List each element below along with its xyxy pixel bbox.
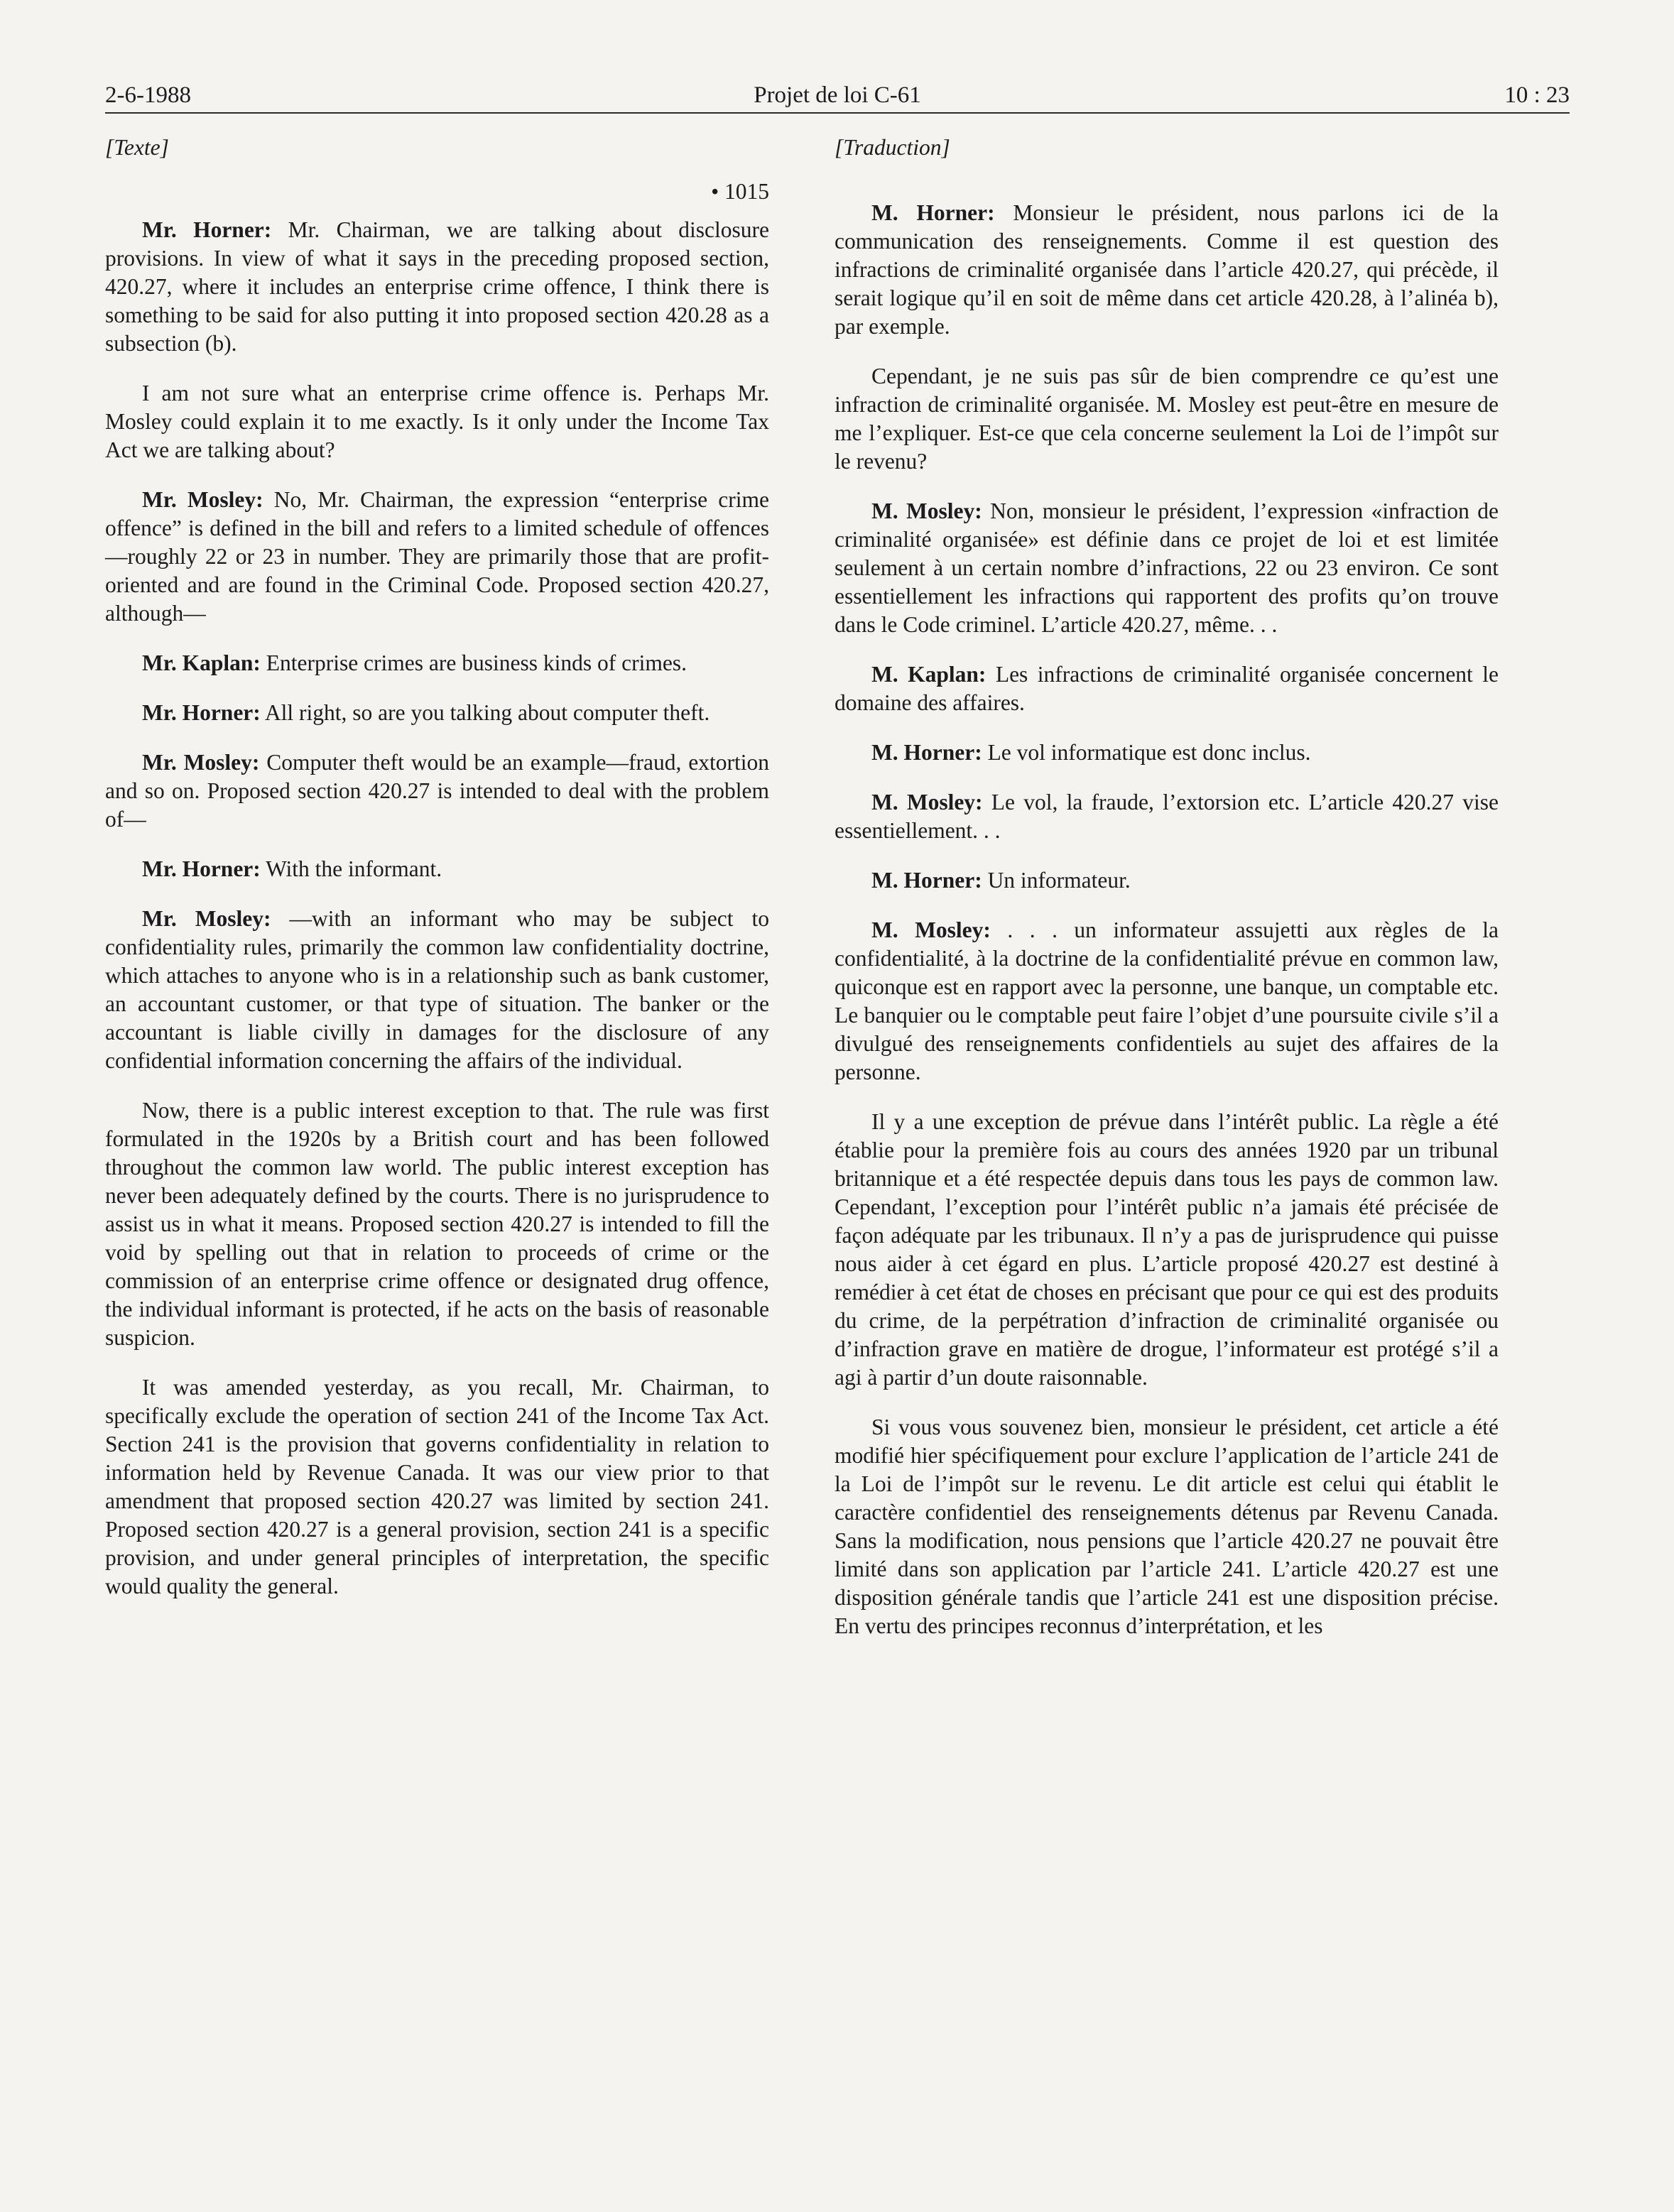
speech: Il y a une exception de prévue dans l’intérêt public. La règle a été établie pour la première fois au cours des années 1920 par un tribunal britannique et a été respectée depuis dans tous les pays de common law. Cependant, l’exception pour l’intérêt public n’a jamais été précisée de façon adéquate par les tribunaux. Il n’y a pas de jurisprudence qui puisse nous aider à cet égard en plus. L’article proposé 420.27 est destiné à remédier à cet état de choses en précisant que pour ce qui est des produits du crime, de la perpétration d’infraction de criminalité organisée ou d’infraction grave en matière de drogue, l’informateur est protégé s’il a agi à partir d’un doute raisonnable.: [835, 1109, 1499, 1390]
speech: Le vol, la fraude, l’extorsion etc. L’article 420.27 vise essentiellement. . .: [835, 790, 1499, 843]
english-column: [105, 129, 769, 1622]
paragraph: [835, 1108, 1499, 1392]
speaker: M. Mosley:: [871, 917, 991, 942]
paragraph: [105, 379, 769, 464]
speech: Si vous vous souvenez bien, monsieur le président, cet article a été modifié hier spécifiquement pour exclure l’application de l’article 241 de la Loi de l’impôt sur le revenu. Le dit article est celui qui établit le caractère confidentiel des renseignements détenus par Revenu Canada. Sans la modification, nous pensions que l’article 420.27 ne pouvait être limité dans son application par l’article 241. L’article 420.27 est une disposition générale tandis que l’article 241 est une disposition précise. En vertu des principes reconnus d’interprétation, et les: [835, 1415, 1499, 1638]
paragraph: [835, 362, 1499, 476]
speaker: Mr. Mosley:: [142, 906, 271, 931]
speaker: M. Horner:: [871, 200, 995, 225]
paragraph: [105, 748, 769, 834]
paragraph: [105, 486, 769, 628]
speech: Cependant, je ne suis pas sûr de bien comprendre ce qu’est une infraction de criminalité organisée. M. Mosley est peut-être en mesure de me l’expliquer. Est-ce que cela concerne seulement la Loi de l’impôt sur le revenu?: [835, 364, 1499, 474]
speech: Enterprise crimes are business kinds of crimes.: [260, 650, 687, 675]
time-marker: • 1015: [711, 179, 769, 204]
paragraph: [835, 916, 1499, 1086]
speaker: Mr. Mosley:: [142, 750, 260, 775]
speech: I am not sure what an enterprise crime offence is. Perhaps Mr. Mosley could explain it to me exactly. Is it only under the Income Tax Act we are talking about?: [105, 381, 769, 462]
speech: Computer theft would be an example—fraud, extortion and so on. Proposed section 420.27 is intended to deal with the problem of—: [105, 750, 769, 832]
speech: No, Mr. Chairman, the expression “enterprise crime offence” is defined in the bill and refers to a limited schedule of offences—roughly 22 or 23 in number. They are primarily those that are profit-oriented and are found in the Criminal Code. Proposed section 420.27, although—: [105, 487, 769, 626]
header-rule: [105, 112, 1570, 114]
speech: All right, so are you talking about computer theft.: [260, 700, 710, 725]
paragraph: [105, 1373, 769, 1601]
speech: Mr. Chairman, we are talking about disclosure provisions. In view of what it says in the preceding proposed section, 420.27, where it includes an enterprise crime offence, I think there is something to be said for also putting it into proposed section 420.28 as a subsection (b).: [105, 217, 769, 356]
paragraph: [105, 699, 769, 727]
paragraph: [835, 199, 1499, 341]
paragraph: [835, 866, 1499, 895]
speech: Un informateur.: [982, 868, 1131, 893]
speech: Les infractions de criminalité organisée concernent le domaine des affaires.: [835, 662, 1499, 715]
speaker: M. Horner:: [871, 740, 982, 765]
speaker: Mr. Kaplan:: [142, 650, 261, 675]
paragraph: [105, 216, 769, 358]
speaker: Mr. Horner:: [142, 856, 261, 881]
header-date: 2-6-1988: [105, 82, 191, 108]
paragraph: [835, 660, 1499, 717]
speaker: M. Mosley:: [871, 790, 983, 814]
paragraph: [835, 739, 1499, 767]
paragraph: [105, 649, 769, 677]
paragraph: [835, 1413, 1499, 1640]
header-page-number: 10 : 23: [1504, 82, 1570, 108]
speaker: M. Kaplan:: [871, 662, 987, 687]
speaker: Mr. Horner:: [142, 217, 272, 242]
page-header: [105, 78, 1570, 115]
paragraph: [835, 788, 1499, 845]
header-title: Projet de loi C-61: [754, 82, 921, 108]
speech: Monsieur le président, nous parlons ici de la communication des renseignements. Comme il est question des infractions de criminalité organisée dans l’article 420.27, qui précède, il serait logique qu’il en soit de même dans cet article 420.28, à l’alinéa b), par exemple.: [835, 200, 1499, 339]
speaker: M. Horner:: [871, 868, 982, 893]
speaker: M. Mosley:: [871, 498, 982, 523]
text-label: [Texte]: [105, 135, 169, 160]
speech: It was amended yesterday, as you recall, Mr. Chairman, to specifically exclude the operation of section 241 of the Income Tax Act. Section 241 is the provision that governs confidentiality in relation to information held by Revenue Canada. It was our view prior to that amendment that proposed section 420.27 was limited by section 241. Proposed section 420.27 is a general provision, section 241 is a specific provision, and under general principles of interpretation, the specific would quality the general.: [105, 1375, 769, 1598]
paragraph: [105, 855, 769, 883]
paragraph: [835, 497, 1499, 639]
translation-label: [Traduction]: [835, 135, 950, 160]
speech: Now, there is a public interest exception to that. The rule was first formulated in the 1920s by a British court and has been followed throughout the common law world. The public interest exception has never been adequately defined by the courts. There is no jurisprudence to assist us in what it means. Proposed section 420.27 is intended to fill the void by spelling out that in relation to proceeds of crime or the commission of an enterprise crime offence or designated drug offence, the individual informant is protected, if he acts on the basis of reasonable suspicion.: [105, 1098, 769, 1350]
paragraph: [105, 905, 769, 1075]
speech: . . . un informateur assujetti aux règles de la confidentialité, à la doctrine de la confidentialité prévue en common law, quiconque est en rapport avec la personne, une banque, un comptable etc. Le banquier ou le comptable peut faire l’objet d’une poursuite civile s’il a divulgué des renseignements confidentiels au sujet des affaires de la personne.: [835, 917, 1499, 1084]
speaker: Mr. Horner:: [142, 700, 261, 725]
french-column: [835, 129, 1499, 1662]
speaker: Mr. Mosley:: [142, 487, 263, 512]
speech: —with an informant who may be subject to confidentiality rules, primarily the common law confidentiality doctrine, which attaches to anyone who is in a relationship such as bank customer, an accountant customer, or that type of situation. The banker or the accountant is liable civilly in damages for the disclosure of any confidential information concerning the affairs of the individual.: [105, 906, 769, 1073]
speech: Non, monsieur le président, l’expression «infraction de criminalité organisée» est définie dans ce projet de loi et est limitée seulement à un certain nombre d’infractions, 22 ou 23 environ. Ce sont essentiellement les infractions qui rapportent des profits qu’on trouve dans le Code criminel. L’article 420.27, même. . .: [835, 498, 1499, 637]
paragraph: [105, 1096, 769, 1352]
speech: With the informant.: [260, 856, 442, 881]
speech: Le vol informatique est donc inclus.: [982, 740, 1311, 765]
